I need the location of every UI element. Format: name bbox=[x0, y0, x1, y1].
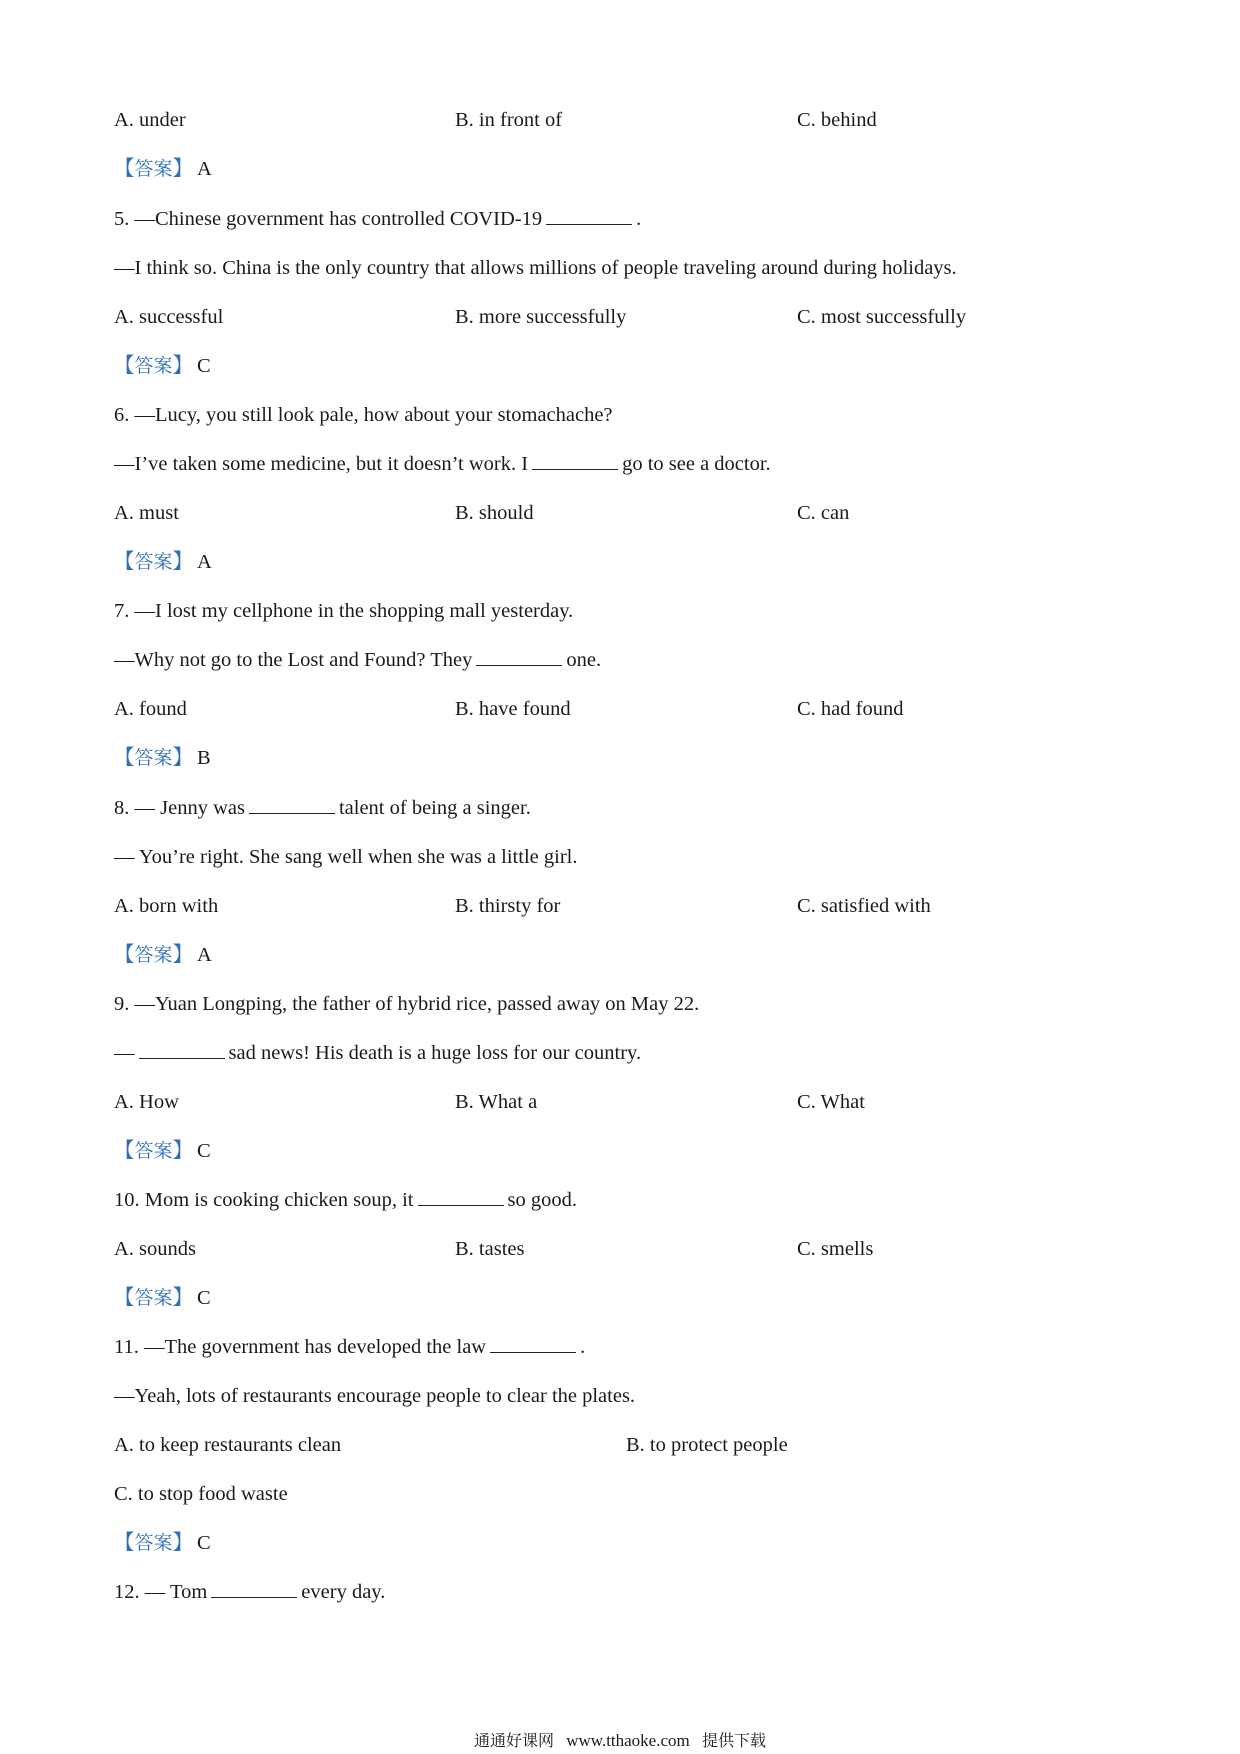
q8-option-a: A. born with bbox=[114, 895, 219, 917]
q11-question-line1: 11. —The government has developed the law . bbox=[114, 1336, 586, 1358]
q9-question-line2: — sad news! His death is a huge loss for our country. bbox=[114, 1042, 642, 1064]
q10-blank bbox=[418, 1187, 504, 1206]
q10-question-line1: 10. Mom is cooking chicken soup, it so good. bbox=[114, 1189, 577, 1211]
q5-question-line2: —I think so. China is the only country that allows millions of people traveling around during holidays. bbox=[114, 257, 957, 279]
q9-blank bbox=[139, 1040, 225, 1059]
q6-question-line2: —I’ve taken some medicine, but it doesn’t work. I go to see a doctor. bbox=[114, 453, 771, 475]
q4-option-c: C. behind bbox=[797, 109, 877, 131]
q8-blank bbox=[249, 795, 335, 814]
q8-question-line2: — You’re right. She sang well when she was a little girl. bbox=[114, 846, 578, 868]
q5-option-c: C. most successfully bbox=[797, 306, 967, 328]
q9-answer: 【答案】 C bbox=[114, 1140, 211, 1162]
q6-answer: 【答案】 A bbox=[114, 551, 212, 573]
q7-option-a: A. found bbox=[114, 698, 187, 720]
q6-option-b: B. should bbox=[455, 502, 534, 524]
q10-option-c: C. smells bbox=[797, 1238, 874, 1260]
footer-url[interactable]: www.tthaoke.com bbox=[566, 1731, 690, 1750]
q8-option-b: B. thirsty for bbox=[455, 895, 561, 917]
footer-site-name: 通通好课网 bbox=[473, 1731, 554, 1750]
q11-option-b: B. to protect people bbox=[626, 1434, 788, 1456]
q11-answer: 【答案】 C bbox=[114, 1532, 211, 1554]
q11-blank bbox=[490, 1334, 576, 1353]
q4-answer: 【答案】 A bbox=[114, 158, 212, 180]
q7-blank bbox=[476, 647, 562, 666]
q4-option-b: B. in front of bbox=[455, 109, 563, 131]
q12-blank bbox=[211, 1579, 297, 1598]
q7-question-line1: 7. —I lost my cellphone in the shopping mall yesterday. bbox=[114, 600, 574, 622]
q9-option-b: B. What a bbox=[455, 1091, 538, 1113]
q6-question-line1: 6. —Lucy, you still look pale, how about your stomachache? bbox=[114, 404, 613, 426]
q6-blank bbox=[532, 451, 618, 470]
q10-option-b: B. tastes bbox=[455, 1238, 525, 1260]
q11-option-a: A. to keep restaurants clean bbox=[114, 1434, 342, 1456]
q4-option-a: A. under bbox=[114, 109, 186, 131]
q10-answer: 【答案】 C bbox=[114, 1287, 211, 1309]
q8-option-c: C. satisfied with bbox=[797, 895, 931, 917]
q7-question-line2: —Why not go to the Lost and Found? They one. bbox=[114, 649, 602, 671]
footer-suffix: 提供下载 bbox=[702, 1731, 767, 1750]
q5-option-b: B. more successfully bbox=[455, 306, 627, 328]
page-footer bbox=[0, 1730, 1240, 1752]
q12-question-line1: 12. — Tom every day. bbox=[114, 1581, 386, 1603]
q6-option-c: C. can bbox=[797, 502, 850, 524]
q5-question-line1: 5. —Chinese government has controlled COVID-19 . bbox=[114, 208, 642, 230]
q8-question-line1: 8. — Jenny was talent of being a singer. bbox=[114, 797, 531, 819]
q11-option-c: C. to stop food waste bbox=[114, 1483, 288, 1505]
q9-option-c: C. What bbox=[797, 1091, 865, 1113]
q11-question-line2: —Yeah, lots of restaurants encourage people to clear the plates. bbox=[114, 1385, 636, 1407]
q5-answer: 【答案】 C bbox=[114, 355, 211, 377]
q7-option-c: C. had found bbox=[797, 698, 904, 720]
q5-blank bbox=[546, 206, 632, 225]
q9-question-line1: 9. —Yuan Longping, the father of hybrid rice, passed away on May 22. bbox=[114, 993, 700, 1015]
q7-answer: 【答案】 B bbox=[114, 747, 211, 769]
q8-answer: 【答案】 A bbox=[114, 944, 212, 966]
q9-option-a: A. How bbox=[114, 1091, 179, 1113]
q5-option-a: A. successful bbox=[114, 306, 224, 328]
q10-option-a: A. sounds bbox=[114, 1238, 197, 1260]
q6-option-a: A. must bbox=[114, 502, 179, 524]
q7-option-b: B. have found bbox=[455, 698, 571, 720]
